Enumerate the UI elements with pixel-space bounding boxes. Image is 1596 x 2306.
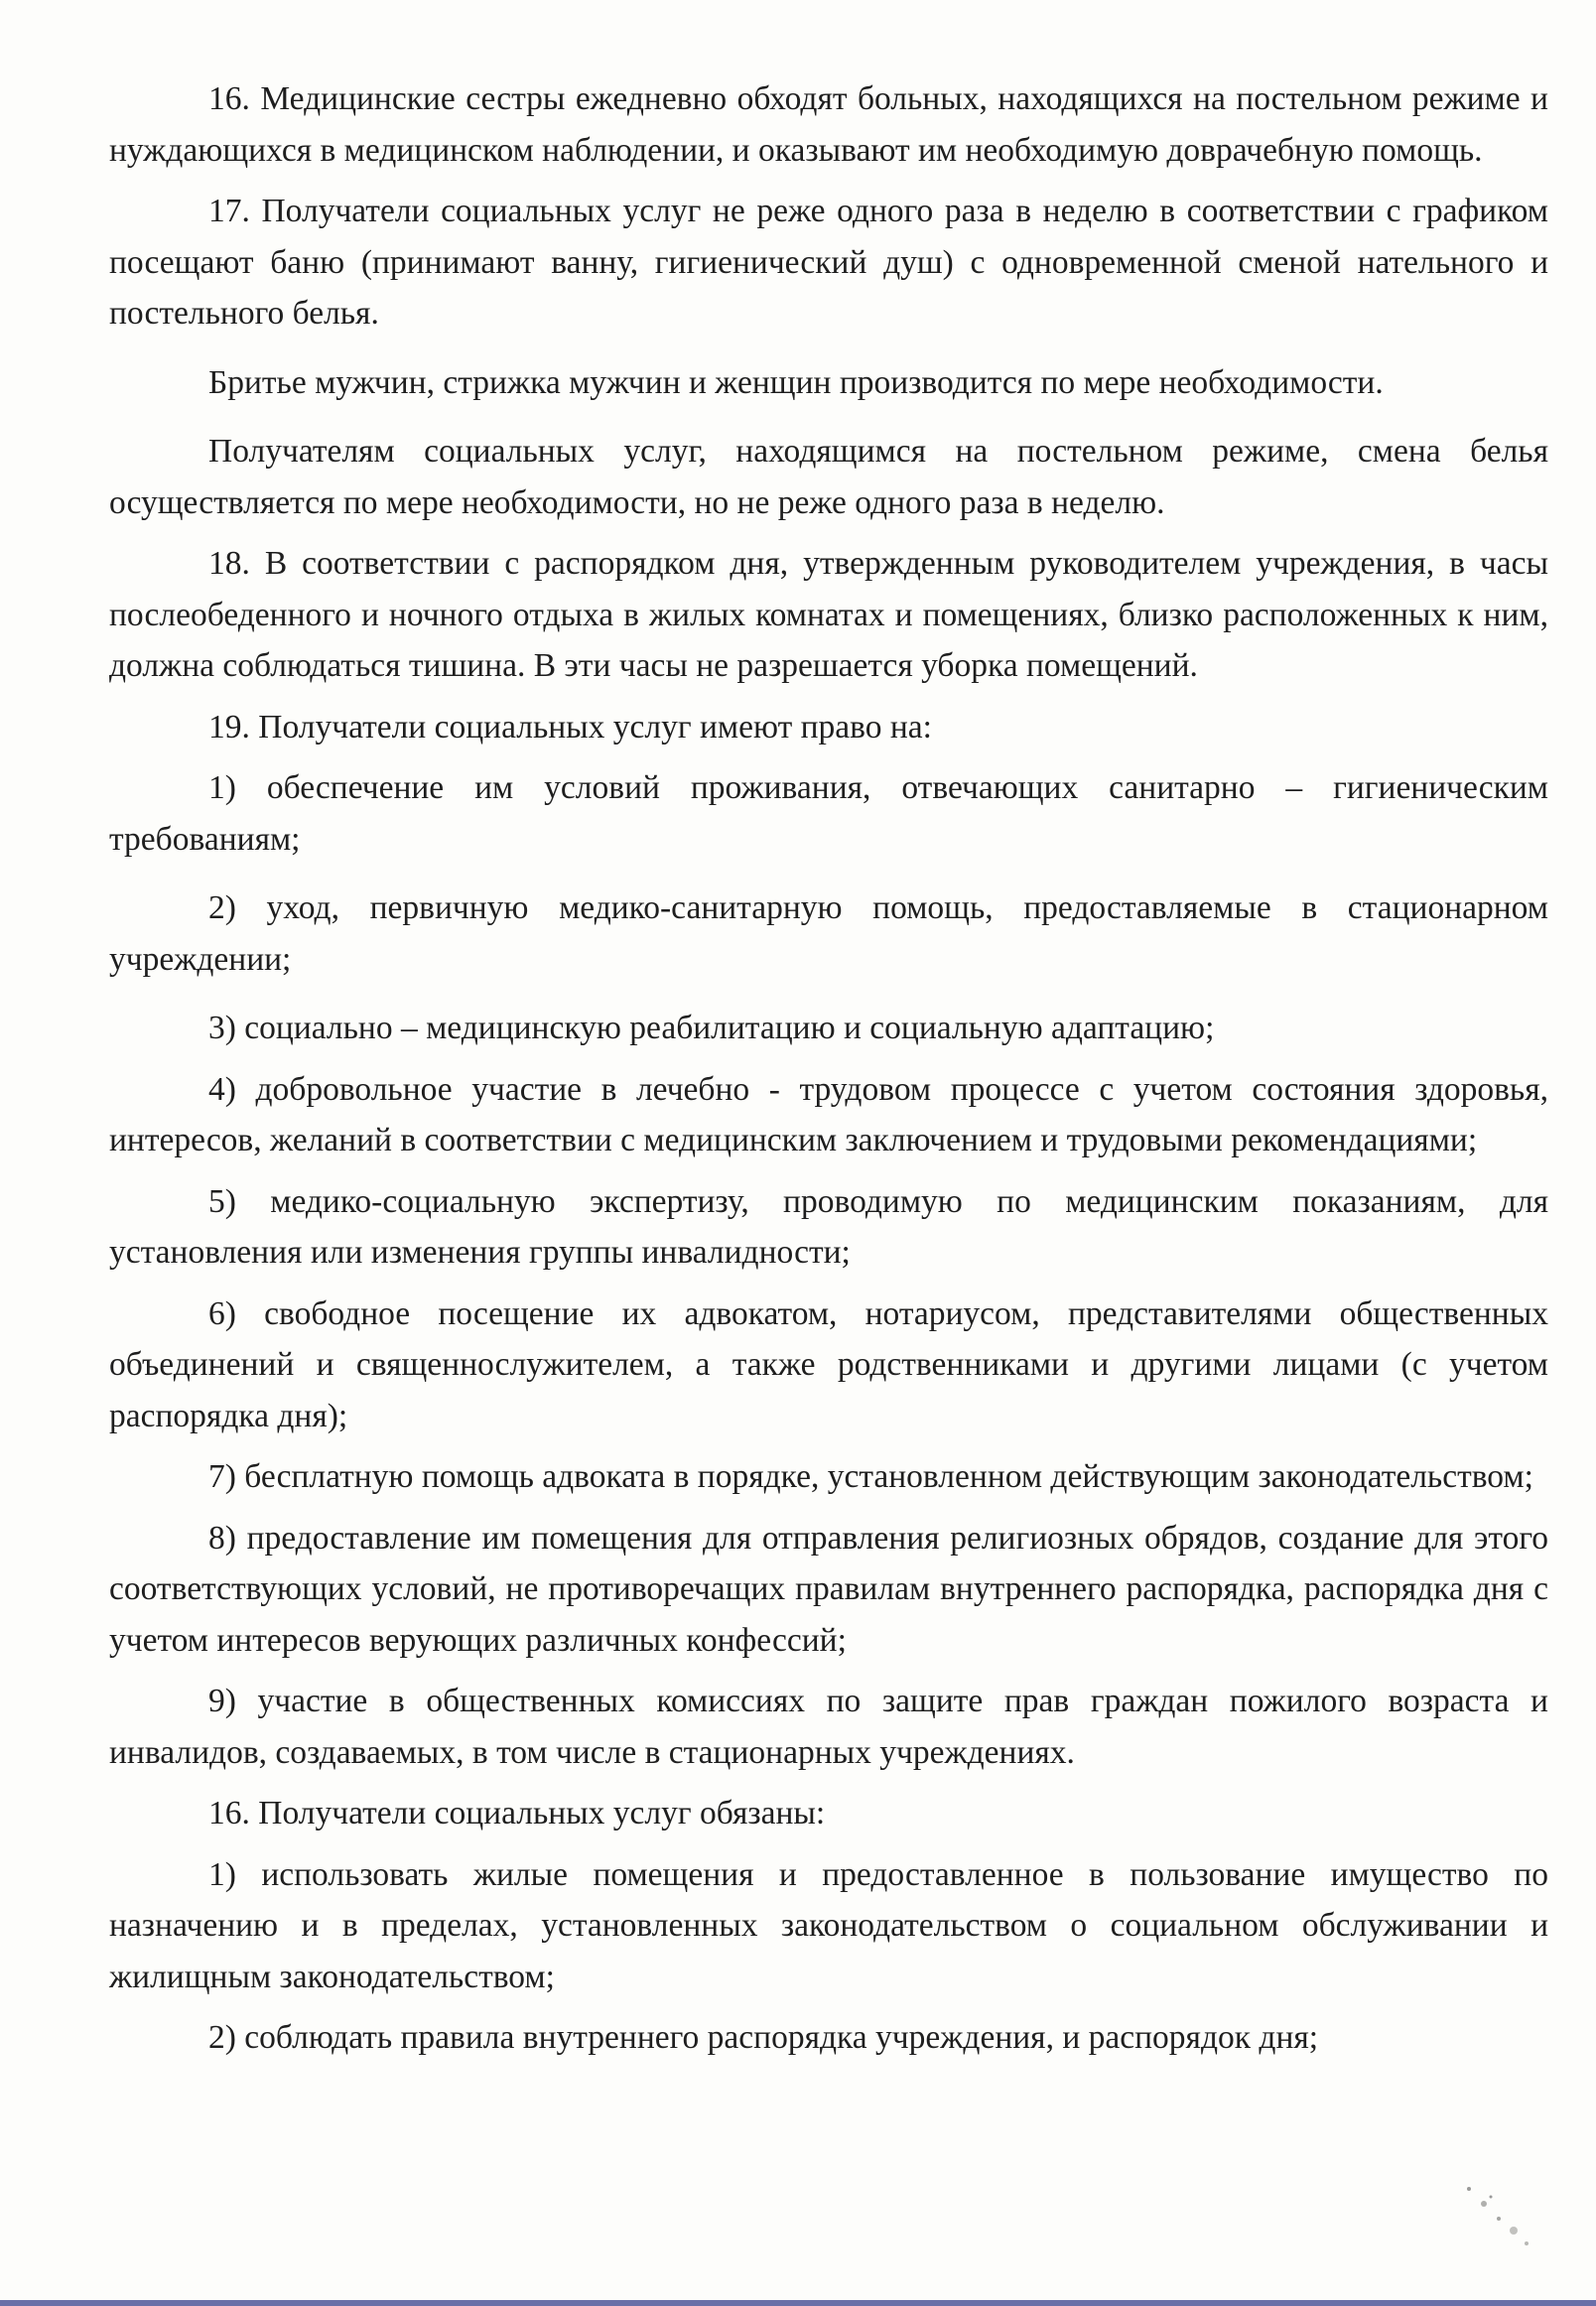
paragraph-duties-heading: 16. Получатели социальных услуг обязаны: [208,1795,826,1831]
list-item-duty-1: 1) использовать жилые помещения и предоставленное в пользование имущество по назначению и в пределах, установленных законодательством о социальном обслуживании и жилищным законодательством; [109,1855,1548,1995]
list-item-right-2: 2) уход, первичную медико-санитарную помощь, предоставляемые в стационарном учреждении; [109,889,1548,978]
list-item-right-9: 9) участие в общественных комиссиях по защите прав граждан пожилого возраста и инвалидов, создаваемых, в том числе в стационарных учреждениях. [109,1683,1548,1771]
scan-bottom-edge [0,2300,1596,2306]
list-item-duty-2: 2) соблюдать правила внутреннего распорядка учреждения, и распорядок дня; [208,2019,1319,2056]
list-item-right-6: 6) свободное посещение их адвокатом, нотариусом, представителями общественных объединений и священнослужителем, а также родственниками и другими лицами (с учетом распорядка дня); [109,1294,1548,1434]
list-item-right-4: 4) добровольное участие в лечебно - трудовом процессе с учетом состояния здоровья, интересов, желаний в соответствии с медицинским заключением и трудовыми рекомендациями; [109,1070,1548,1158]
list-item-right-3: 3) социально – медицинскую реабилитацию и социальную адаптацию; [208,1010,1215,1046]
paragraph-shaving: Бритье мужчин, стрижка мужчин и женщин производится по мере необходимости. [208,363,1384,401]
list-item-right-8: 8) предоставление им помещения для отправления религиозных обрядов, создание для этого соответствующих условий, не противоречащих правилам внутреннего распорядка, распорядка дня с учетом интересов верующих различных конфессий; [109,1519,1548,1659]
paragraph-16-nurses: 16. Медицинские сестры ежедневно обходят больных, находящихся на постельном режиме и нуждающихся в медицинском наблюдении, и оказывают им необходимую доврачебную помощь. [109,80,1548,169]
paragraph-bedding: Получателям социальных услуг, находящимся на постельном режиме, смена белья осуществляется по мере необходимости, но не реже одного раза в неделю. [109,433,1548,521]
paragraph-19-rights-heading: 19. Получатели социальных услуг имеют право на: [208,708,932,746]
scan-smudge [1439,2169,1548,2258]
list-item-right-7: 7) бесплатную помощь адвоката в порядке, установленном действующим законодательством; [208,1458,1533,1495]
list-item-right-5: 5) медико-социальную экспертизу, проводимую по медицинским показаниям, для установления или изменения группы инвалидности; [109,1182,1548,1271]
list-item-right-1: 1) обеспечение им условий проживания, отвечающих санитарно – гигиеническим требованиям; [109,769,1548,858]
paragraph-18-quiet-hours: 18. В соответствии с распорядком дня, утвержденным руководителем учреждения, в часы послеобеденного и ночного отдыха в жилых комнатах и помещениях, близко расположенных к ним, должна соблюдаться тишина. В эти часы не разрешается уборка помещений. [109,545,1548,684]
document-body [109,73,1548,2064]
paragraph-17-bath: 17. Получатели социальных услуг не реже одного раза в неделю в соответствии с графиком посещают баню (принимают ванну, гигиенический душ) с одновременной сменой нательного и постельного белья. [109,193,1548,332]
